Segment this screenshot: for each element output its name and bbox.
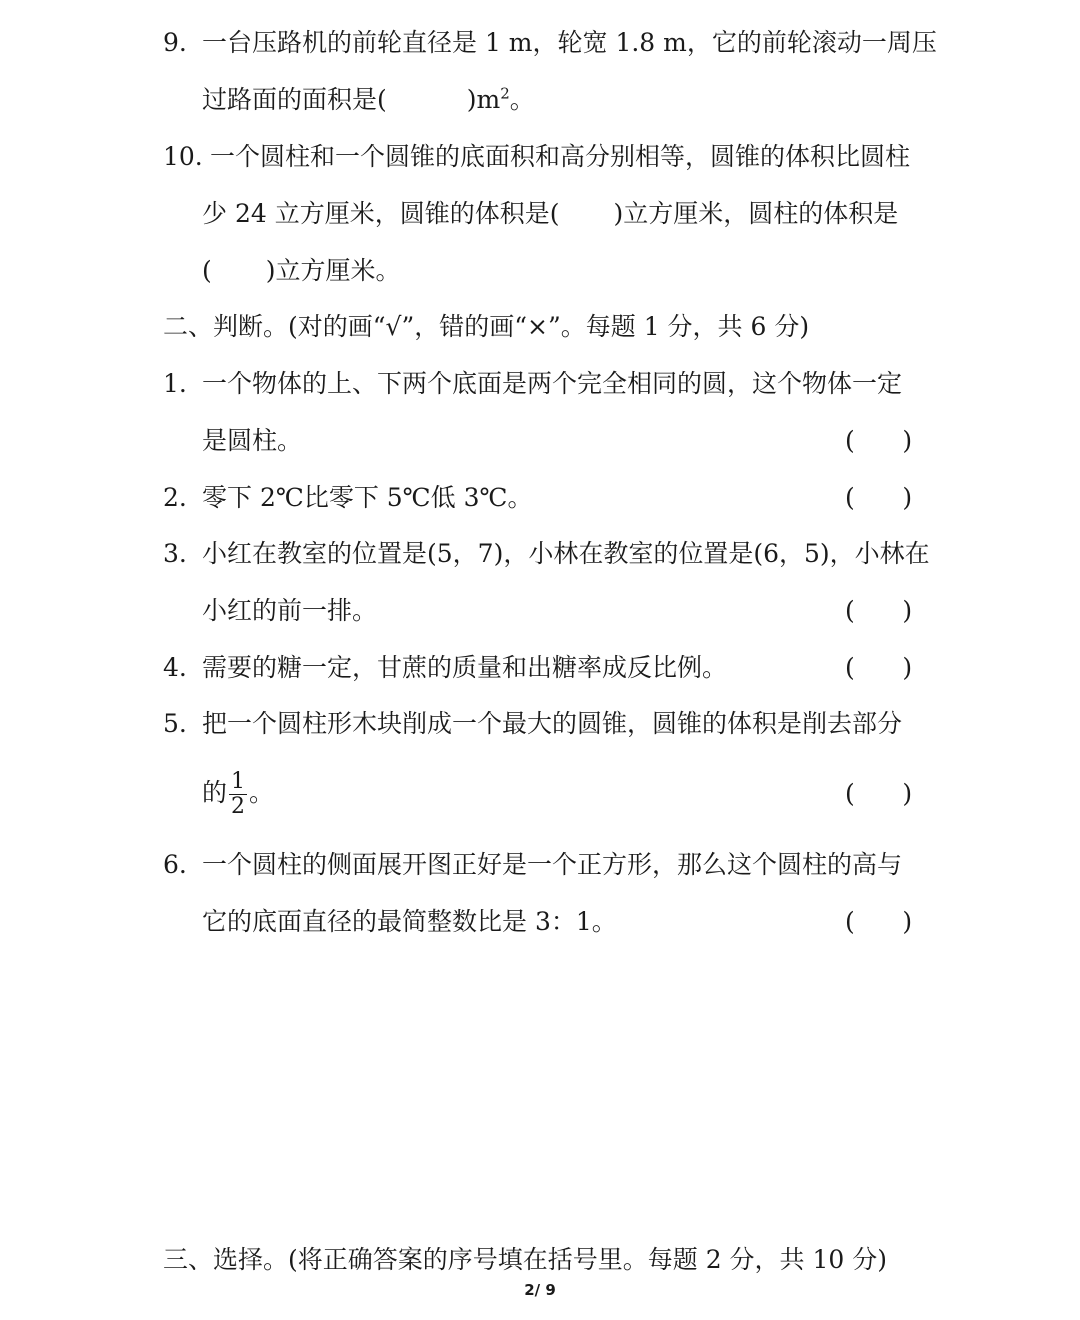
q10-line1: 一个圆柱和一个圆锥的底面积和高分别相等，圆锥的体积比圆柱 xyxy=(210,142,911,171)
judge-q3-line1: 小红在教室的位置是(5，7)，小林在教室的位置是(6，5)，小林在 xyxy=(202,539,930,568)
judge-q5-line1: 把一个圆柱形木块削成一个最大的圆锥，圆锥的体积是削去部分 xyxy=(202,709,903,738)
judge-q4-answer-paren[interactable]: ( ) xyxy=(845,653,913,682)
judge-q6-answer-paren[interactable]: ( ) xyxy=(845,907,913,936)
choice-section-heading: 三、选择。(将正确答案的序号填在括号里。每题 2 分，共 10 分) xyxy=(163,1245,888,1274)
judge-q1-line2: 是圆柱。 xyxy=(202,426,303,455)
judge-q3-number: 3. xyxy=(163,539,187,568)
judge-q6-line2: 它的底面直径的最简整数比是 3：1。 xyxy=(202,907,617,936)
judge-q5-answer-paren[interactable]: ( ) xyxy=(845,779,913,808)
q9-line1: 一台压路机的前轮直径是 1 m，轮宽 1.8 m，它的前轮滚动一周压 xyxy=(202,28,937,57)
judge-q5-line2-after: 。 xyxy=(249,778,275,807)
judge-q2-line1: 零下 2℃比零下 5℃低 3℃。 xyxy=(202,483,533,512)
judge-q1-answer-paren[interactable]: ( ) xyxy=(845,426,913,455)
judge-q5-line2 xyxy=(202,770,274,819)
q9-line2-end: 。 xyxy=(509,85,535,114)
q9-number: 9. xyxy=(163,28,187,57)
judge-q1-number: 1. xyxy=(163,369,187,398)
q9-line2-before: 过路面的面积是( xyxy=(202,85,387,114)
q10-line3 xyxy=(202,254,401,288)
judge-section-heading: 二、判断。(对的画“√”，错的画“×”。每题 1 分，共 6 分) xyxy=(163,312,810,341)
judge-q1-line1: 一个物体的上、下两个底面是两个完全相同的圆，这个物体一定 xyxy=(202,369,903,398)
fraction-denominator: 2 xyxy=(231,794,246,819)
judge-q4-number: 4. xyxy=(163,653,187,682)
judge-q6-line1: 一个圆柱的侧面展开图正好是一个正方形，那么这个圆柱的高与 xyxy=(202,850,903,879)
fraction-numerator: 1 xyxy=(231,769,246,794)
q10-line2-before: 少 24 立方厘米，圆锥的体积是( xyxy=(202,199,560,228)
q10-line3-after: )立方厘米。 xyxy=(265,256,401,285)
q10-line2-after: )立方厘米，圆柱的体积是 xyxy=(613,199,899,228)
judge-q3-line2: 小红的前一排。 xyxy=(202,596,378,625)
q10-line2 xyxy=(202,197,898,231)
judge-q3-answer-paren[interactable]: ( ) xyxy=(845,596,913,625)
judge-q4-line1: 需要的糖一定，甘蔗的质量和出糖率成反比例。 xyxy=(202,653,728,682)
judge-q6-number: 6. xyxy=(163,850,187,879)
page-number: 2/ 9 xyxy=(524,1281,556,1299)
q9-line2-after: )m xyxy=(466,85,501,114)
q9-line2 xyxy=(202,83,535,117)
judge-q2-answer-paren[interactable]: ( ) xyxy=(845,483,913,512)
fraction-one-half xyxy=(229,770,247,819)
judge-q2-number: 2. xyxy=(163,483,187,512)
judge-q5-line2-before: 的 xyxy=(202,778,228,807)
q10-number: 10. xyxy=(163,142,203,171)
judge-q5-number: 5. xyxy=(163,709,187,738)
q10-line3-before: ( xyxy=(202,256,212,285)
q9-line2-sup: 2 xyxy=(500,84,510,103)
